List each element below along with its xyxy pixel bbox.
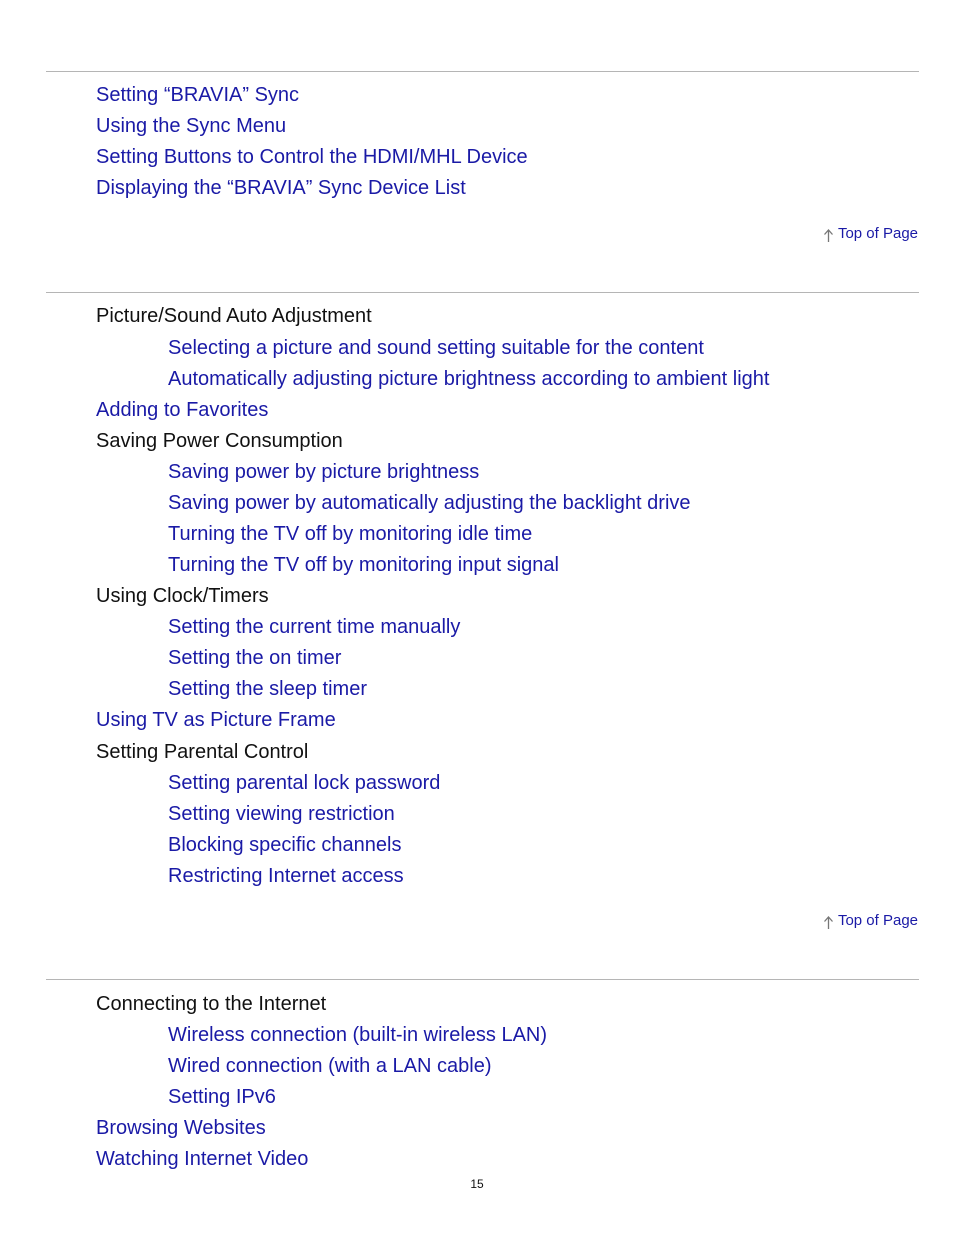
heading-saving-power-consumption: Saving Power Consumption: [96, 430, 343, 452]
link-saving-power-backlight[interactable]: Saving power by automatically adjusting the backlight drive: [168, 492, 691, 514]
section-divider: [46, 71, 919, 72]
link-auto-brightness-ambient[interactable]: Automatically adjusting picture brightness according to ambient light: [168, 368, 770, 390]
up-arrow-icon: [823, 229, 834, 243]
section-divider: [46, 979, 919, 980]
link-tv-off-input-signal[interactable]: Turning the TV off by monitoring input signal: [168, 554, 559, 576]
link-saving-power-brightness[interactable]: Saving power by picture brightness: [168, 461, 480, 483]
link-watching-internet-video[interactable]: Watching Internet Video: [96, 1148, 309, 1170]
heading-using-clock-timers: Using Clock/Timers: [96, 585, 269, 607]
top-of-page-link[interactable]: [823, 223, 918, 245]
link-tv-picture-frame[interactable]: Using TV as Picture Frame: [96, 709, 336, 731]
link-bravia-sync-device-list[interactable]: Displaying the “BRAVIA” Sync Device List: [96, 177, 466, 199]
section-divider: [46, 292, 919, 293]
heading-connecting-internet: Connecting to the Internet: [96, 993, 327, 1015]
link-picture-sound-setting[interactable]: Selecting a picture and sound setting suitable for the content: [168, 337, 704, 359]
link-setting-current-time[interactable]: Setting the current time manually: [168, 616, 461, 638]
link-setting-sleep-timer[interactable]: Setting the sleep timer: [168, 678, 367, 700]
up-arrow-icon: [823, 916, 834, 930]
link-setting-buttons-hdmi-mhl[interactable]: Setting Buttons to Control the HDMI/MHL Device: [96, 146, 528, 168]
link-browsing-websites[interactable]: Browsing Websites: [96, 1117, 266, 1139]
link-tv-off-idle-time[interactable]: Turning the TV off by monitoring idle time: [168, 523, 533, 545]
top-of-page-label: Top of Page: [837, 225, 918, 242]
heading-picture-sound-auto-adjustment: Picture/Sound Auto Adjustment: [96, 305, 372, 327]
link-setting-ipv6[interactable]: Setting IPv6: [168, 1086, 276, 1108]
link-adding-to-favorites[interactable]: Adding to Favorites: [96, 399, 269, 421]
link-restricting-internet[interactable]: Restricting Internet access: [168, 865, 404, 887]
link-viewing-restriction[interactable]: Setting viewing restriction: [168, 803, 395, 825]
link-setting-on-timer[interactable]: Setting the on timer: [168, 647, 342, 669]
link-setting-bravia-sync[interactable]: Setting “BRAVIA” Sync: [96, 84, 300, 106]
link-parental-lock-password[interactable]: Setting parental lock password: [168, 772, 441, 794]
top-of-page-link[interactable]: [823, 910, 918, 932]
link-using-sync-menu[interactable]: Using the Sync Menu: [96, 115, 287, 137]
link-blocking-channels[interactable]: Blocking specific channels: [168, 834, 402, 856]
heading-setting-parental-control: Setting Parental Control: [96, 741, 309, 763]
link-wireless-connection[interactable]: Wireless connection (built-in wireless LAN): [168, 1024, 548, 1046]
page-number: 15: [470, 1177, 484, 1191]
link-wired-connection[interactable]: Wired connection (with a LAN cable): [168, 1055, 492, 1077]
top-of-page-label: Top of Page: [837, 912, 918, 929]
